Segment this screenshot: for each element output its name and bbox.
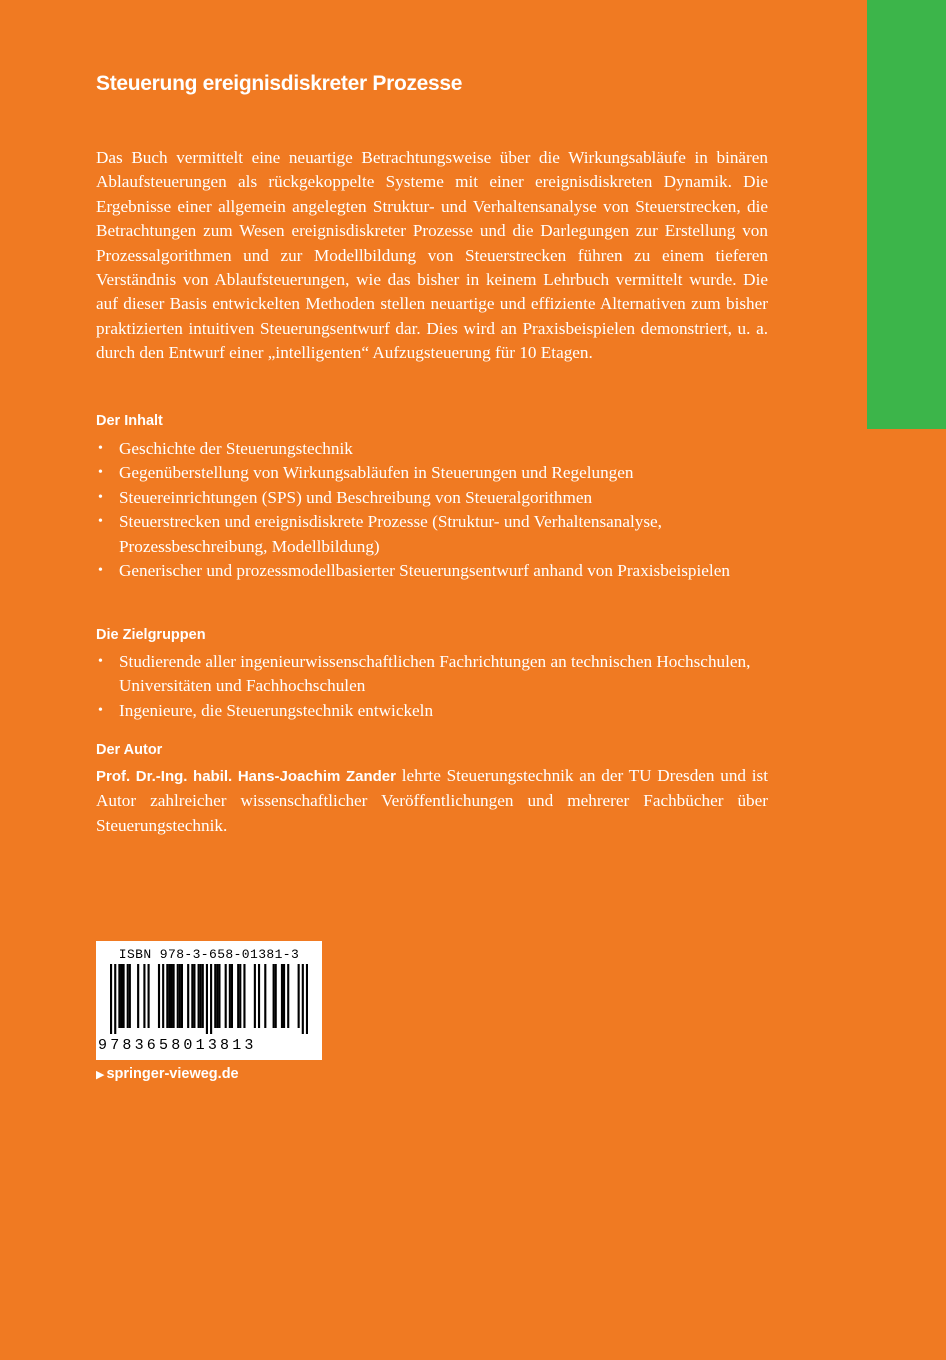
barcode-bar [287,964,289,1028]
barcode-bar [202,964,204,1028]
barcode-bar [110,964,112,1034]
barcode-bar [258,964,260,1028]
barcode-bar [177,964,179,1028]
zielgruppen-heading: Die Zielgruppen [96,627,206,643]
barcode-bar [218,964,220,1028]
list-item: • Steuereinrichtungen (SPS) und Beschreibung von Steueralgorithmen [96,486,776,510]
bullet-icon: • [98,702,103,718]
barcode-bar [114,964,116,1034]
bullet-icon: • [98,489,103,505]
barcode-bar [254,964,256,1028]
publisher-url: springer-vieweg.de [106,1066,239,1082]
barcode-bar [302,964,304,1034]
green-accent-tab [867,0,946,429]
barcode-bar [120,964,122,1028]
barcode-bar [187,964,189,1028]
barcode-bars [110,964,308,1034]
barcode-bar [193,964,195,1028]
publisher-link[interactable] [96,1066,239,1082]
barcode-bar [225,964,227,1028]
barcode-bar [210,964,212,1034]
list-item: • Steuerstrecken und ereignisdiskrete Prozesse (Struktur- und Verhaltensanalyse, Prozessbeschreibung, Modellbildung) [98,512,662,556]
barcode-bar [237,964,239,1028]
barcode-bar [179,964,181,1028]
barcode-bar [198,964,200,1028]
barcode-bar [181,964,183,1028]
list-item: • Ingenieure, die Steuerungstechnik entwickeln [96,699,776,723]
bullet-icon: • [98,654,103,669]
barcode-bar [264,964,266,1028]
ean-number: 9783658013813 [98,1037,257,1054]
list-item: • Geschichte der Steuerungstechnik [96,437,776,461]
barcode-bar [123,964,125,1028]
author-name: Prof. Dr.-Ing. habil. Hans-Joachim Zander [96,768,396,785]
barcode-bar [148,964,150,1028]
bullet-icon: • [98,465,103,481]
inhalt-heading: Der Inhalt [96,413,163,429]
barcode-bar [191,964,193,1028]
barcode-bar [166,964,168,1028]
barcode-bar [298,964,300,1028]
barcode-bar [273,964,275,1028]
barcode-bar [170,964,172,1028]
book-description: Das Buch vermittelt eine neuartige Betrachtungsweise über die Wirkungsabläufe in binären Ablaufsteuerungen als rückgekoppelte Systeme mit einer ereignisdiskreten Dynamik. Die Ergebnisse einer allgemein angelegten Struktur- und Verhaltensanalyse von Steuerstrecken, die Betrachtungen zum Wesen ereignisdiskreter Prozesse und die Darlegungen zur Erstellung von Prozessalgorithmen und zur Modellbildung von Steuerstrecken führen zu einem tieferen Verständnis von Ablaufsteuerungen, wie das bisher in keinem Lehrbuch vermittelt wurde. Die auf dieser Basis entwickelten Methoden stellen neuartige und effiziente Alternativen zum bisher praktizierten intuitiven Steuerungsentwurf dar. Dies wird an Praxisbeispielen demonstriert, u. a. durch den Entwurf einer „intelligenten“ Aufzugsteuerung für 10 Etagen. [96,148,768,363]
zielgruppen-list [96,650,776,723]
autor-heading: Der Autor [96,742,163,758]
barcode-bar [129,964,131,1028]
inhalt-list [96,437,776,583]
barcode-bar [281,964,283,1028]
barcode-bar [216,964,218,1028]
barcode-bar [214,964,216,1028]
arrow-right-icon: ▶ [96,1069,105,1081]
barcode-bar [168,964,170,1028]
isbn-barcode [96,941,322,1060]
bullet-icon: • [98,441,103,456]
author-bio [96,764,768,838]
isbn-text: ISBN 978-3-658-01381-3 [118,947,300,962]
book-title: Steuerung ereignisdiskreter Prozesse [96,72,463,95]
barcode-bar [275,964,277,1028]
list-item: • Gegenüberstellung von Wirkungsabläufen in Steuerungen und Regelungen [96,461,776,485]
bullet-icon: • [98,514,103,530]
author-bio-text: lehrte Steuerungstechnik an der TU Dresden und ist Autor zahlreicher wissenschaftlicher Veröffentlichungen und mehrerer Fachbücher über Steuerungstechnik. [96,766,768,835]
barcode-bar [206,964,208,1034]
list-item: • Studierende aller ingenieurwissenschaftlichen Fachrichtungen an technischen Hochschulen, Universitäten und Fachhochschulen [98,652,751,696]
barcode-bar [137,964,139,1028]
bullet-icon: • [98,563,103,579]
barcode-bar [127,964,129,1028]
barcode-bar [173,964,175,1028]
barcode-bar [158,964,160,1028]
barcode-bar [283,964,285,1028]
barcode-bar [162,964,164,1028]
list-item: • Generischer und prozessmodellbasierter Steuerungsentwurf anhand von Praxisbeispielen [96,559,776,583]
barcode-bar [243,964,245,1028]
barcode-bar [229,964,231,1028]
barcode-bar [239,964,241,1028]
barcode-bar [143,964,145,1028]
barcode-bar [306,964,308,1034]
barcode-bar [231,964,233,1028]
barcode-bar [200,964,202,1028]
barcode-bar [118,964,120,1028]
